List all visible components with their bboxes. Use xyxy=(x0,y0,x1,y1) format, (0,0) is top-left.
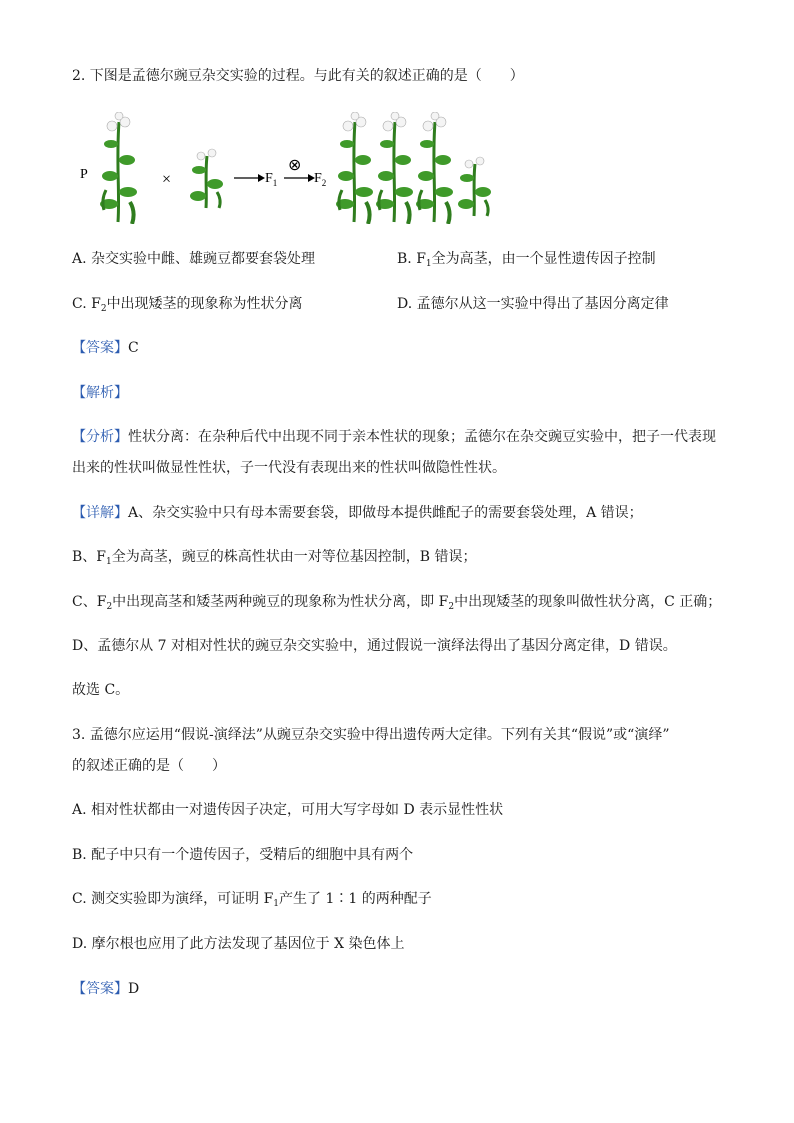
analysis-line-2: 出来的性状叫做显性性状，子一代没有表现出来的性状叫做隐性性状。 xyxy=(72,460,506,476)
short-pea-plant xyxy=(190,149,223,208)
q2-stem: 2. 下图是孟德尔豌豆杂交实验的过程。与此有关的叙述正确的是（ ） xyxy=(72,68,524,84)
tall-pea-plant xyxy=(100,112,137,224)
conclusion: 故选 C。 xyxy=(72,682,130,698)
arrow-head xyxy=(258,174,265,182)
f2-tall-plant-2 xyxy=(376,112,413,224)
p-label: P xyxy=(80,167,88,182)
f2-tall-plant-1 xyxy=(336,112,373,224)
f2-tall-plant-3 xyxy=(416,112,453,224)
self-cross-symbol: ⊗ xyxy=(288,155,302,174)
q3-option-c: C. 测交实验即为演绎，可证明 $F_1$产生了 1∶1 的两种配子 xyxy=(72,891,432,909)
q3-option-d: D. 摩尔根也应用了此方法发现了基因位于 X 染色体上 xyxy=(72,936,405,952)
q3-option-b: B. 配子中只有一个遗传因子，受精后的细胞中具有两个 xyxy=(72,847,414,863)
f2-label: $F_2$ xyxy=(314,171,327,188)
q2-answer: 【答案】C xyxy=(72,340,139,356)
f2-short-plant xyxy=(458,157,491,216)
analysis-heading: 【解析】 xyxy=(72,385,128,401)
detail-d: D、孟德尔从 7 对相对性状的豌豆杂交实验中，通过假说一演绎法得出了基因分离定律，D 错误。 xyxy=(72,638,677,654)
q2-option-a: A. 杂交实验中雌、雄豌豆都要套袋处理 xyxy=(72,251,316,267)
q3-answer: 【答案】D xyxy=(72,981,140,997)
q2-option-c: C. $F_2$中出现矮茎的现象称为性状分离 xyxy=(72,296,303,314)
q2-option-d: D. 孟德尔从这一实验中得出了基因分离定律 xyxy=(397,296,669,312)
q3-option-a: A. 相对性状都由一对遗传因子决定，可用大写字母如 D 表示显性性状 xyxy=(72,802,504,818)
detail-c: C、$F_2$中出现高茎和矮茎两种豌豆的现象称为性状分离，即 $F_2$中出现矮茎的现象叫做性状分离，C 正确； xyxy=(72,594,722,612)
detail-a: 【详解】A、杂交实验中只有母本需要套袋，即做母本提供雌配子的需要套袋处理，A 错误； xyxy=(72,505,643,521)
detail-b: B、$F_1$全为高茎，豌豆的株高性状由一对等位基因控制，B 错误； xyxy=(72,549,477,567)
q2-option-b: B. $F_1$全为高茎，由一个显性遗传因子控制 xyxy=(397,251,656,269)
cross-symbol: × xyxy=(162,171,172,188)
analysis-line-1: 【分析】性状分离：在杂种后代中出现不同于亲本性状的现象；孟德尔在杂交豌豆实验中，把子一代表现 xyxy=(72,429,716,445)
pea-cross-diagram xyxy=(72,112,512,224)
q3-stem-line-1: 3. 孟德尔应运用“假说-演绎法”从豌豆杂交实验中得出遗传两大定律。下列有关其“假说”或“演绎” xyxy=(72,727,670,743)
q3-stem-line-2: 的叙述正确的是（ ） xyxy=(72,758,226,774)
f1-label: $F_1$ xyxy=(265,171,278,188)
